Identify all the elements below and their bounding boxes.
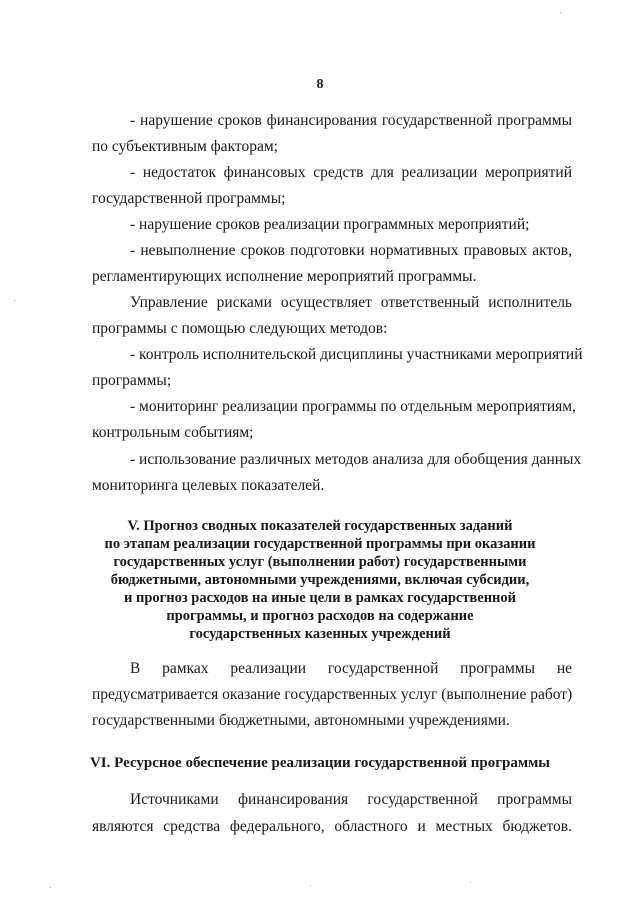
text-line: В рамках реализации государственной программы не	[130, 660, 572, 677]
text-line: программы с помощью следующих методов:	[92, 320, 388, 337]
text-line: Управление рисками осуществляет ответственный исполнитель	[130, 294, 572, 311]
text-line: - недостаток финансовых средств для реализации мероприятий	[130, 164, 572, 181]
text-line: предусматривается оказание государственных услуг (выполнение работ)	[92, 686, 573, 703]
scan-speck	[470, 882, 471, 883]
text-line: Источниками финансирования государственной программы	[130, 791, 572, 808]
heading-line: V. Прогноз сводных показателей государственных заданий	[127, 518, 513, 534]
text-line: - мониторинг реализации программы по отдельным мероприятиям,	[130, 398, 576, 415]
text-line: мониторинга целевых показателей.	[92, 477, 325, 494]
heading-line: по этапам реализации государственной программы при оказании	[104, 536, 536, 552]
text-line: - использование различных методов анализа для обобщения данных	[130, 451, 582, 468]
text-line: - нарушение сроков финансирования государственной программы	[130, 112, 572, 129]
text-line: - нарушение сроков реализации программных мероприятий;	[130, 216, 530, 233]
scan-speck	[560, 12, 561, 13]
text-line: государственными бюджетными, автономными учреждениями.	[92, 712, 510, 729]
text-line: по субъективным факторам;	[92, 138, 278, 155]
heading-line: государственных казенных учреждений	[189, 626, 451, 642]
scan-speck	[310, 885, 311, 886]
text-line: контрольным событиям;	[92, 424, 254, 441]
scan-speck	[14, 300, 15, 301]
scan-speck	[50, 887, 51, 888]
text-line: - контроль исполнительской дисциплины участниками мероприятий	[130, 346, 583, 363]
text-line: являются средства федерального, областного и местных бюджетов.	[92, 818, 572, 835]
heading-line: и прогноз расходов на иные цели в рамках государственной	[123, 590, 517, 606]
text-line: регламентирующих исполнение мероприятий программы.	[92, 268, 477, 285]
heading-line: программы, и прогноз расходов на содержание	[166, 608, 474, 624]
text-line: программы;	[92, 372, 172, 389]
text-line: государственной программы;	[92, 190, 286, 207]
heading-line: государственных услуг (выполнении работ) государственными	[113, 554, 527, 570]
page-number: 8	[316, 77, 324, 92]
heading-line: бюджетными, автономными учреждениями, включая субсидии,	[110, 572, 530, 588]
section-6-heading: VI. Ресурсное обеспечение реализации государственной программы	[89, 755, 551, 771]
text-line: - невыполнение сроков подготовки нормативных правовых актов,	[130, 242, 572, 259]
